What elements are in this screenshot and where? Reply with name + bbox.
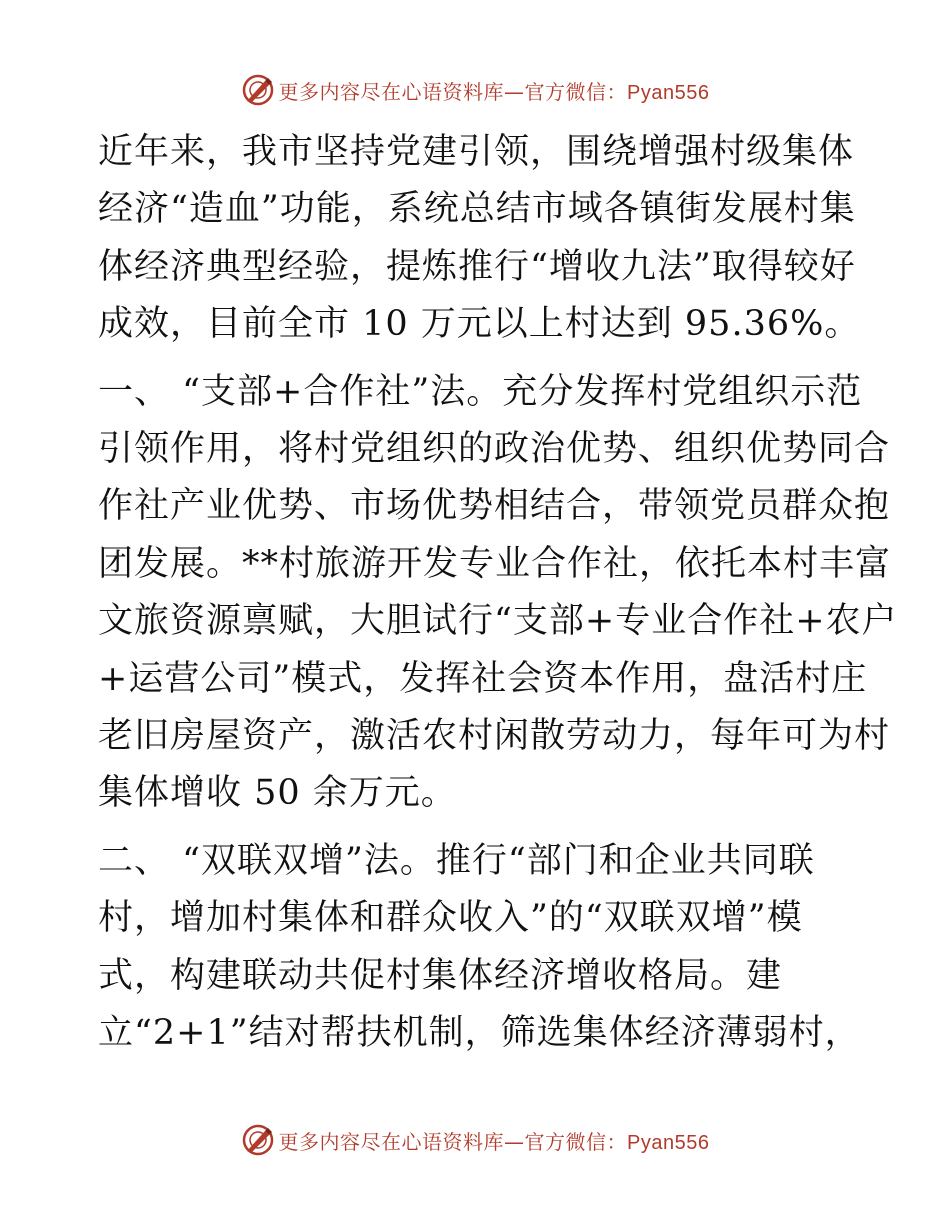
paragraph-section-1 — [98, 364, 898, 823]
text-line: 引领作用，将村党组织的政治优势、组织优势同合 — [98, 429, 891, 470]
text-line: 团发展。**村旅游开发专业合作社，依托本村丰富 — [98, 543, 892, 584]
banner-wechat-id: Pyan556 — [627, 1131, 710, 1154]
text-line: 经济“造血”功能，系统总结市域各镇街发展村集 — [98, 189, 856, 230]
pen-logo-icon — [241, 73, 275, 107]
banner-wechat-id: Pyan556 — [627, 81, 710, 104]
text-line: 村，增加村集体和群众收入”的“双联双增”模 — [98, 898, 803, 939]
text-line: 集体增收 50 余万元。 — [98, 773, 457, 814]
pen-logo-icon — [241, 1123, 275, 1157]
banner-text: 更多内容尽在心语资料库—官方微信：Pyan556 — [278, 79, 710, 104]
text-line: 式，构建联动共促村集体经济增收格局。建 — [98, 955, 783, 996]
header-banner — [0, 70, 950, 110]
text-line: 成效，目前全市 10 万元以上村达到 95.36%。 — [98, 304, 861, 345]
text-line: 体经济典型经验，提炼推行“增收九法”取得较好 — [98, 246, 856, 287]
text-line: 二、 “双联双增”法。推行“部门和企业共同联 — [98, 840, 815, 881]
text-line: 文旅资源禀赋，大胆试行“支部+专业合作社+农户 — [98, 601, 898, 642]
paragraph-section-2 — [98, 833, 861, 1063]
text-line: 作社产业优势、市场优势相结合，带领党员群众抱 — [98, 486, 891, 527]
text-line: 老旧房屋资产，激活农村闲散劳动力，每年可为村 — [98, 716, 891, 757]
text-line: 近年来，我市坚持党建引领，围绕增强村级集体 — [98, 132, 855, 172]
footer-banner — [0, 1120, 950, 1160]
text-line: 一、 “支部+合作社”法。充分发挥村党组织示范 — [98, 371, 863, 412]
text-line: +运营公司”模式，发挥社会资本作用，盘活村庄 — [98, 658, 868, 699]
paragraph-intro — [98, 124, 861, 354]
text-line: 立“2+1”结对帮扶机制，筛选集体经济薄弱村， — [98, 1013, 861, 1054]
document-body — [98, 124, 898, 1063]
banner-text: 更多内容尽在心语资料库—官方微信：Pyan556 — [278, 1129, 710, 1154]
